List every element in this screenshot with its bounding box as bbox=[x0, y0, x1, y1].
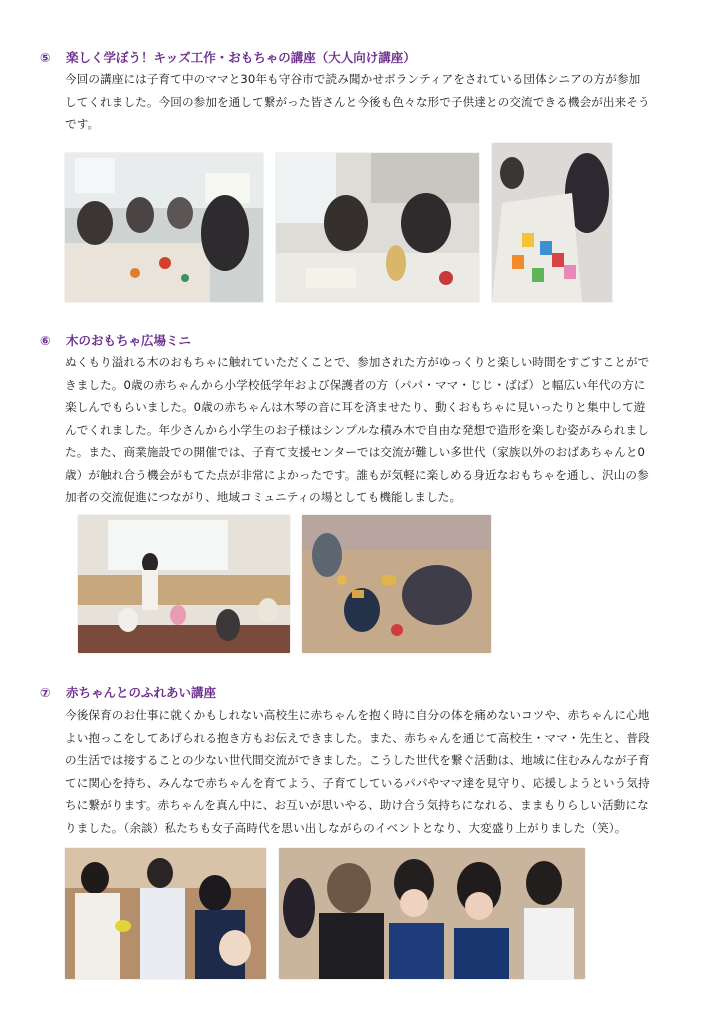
paragraph-line: んでくれました。年少さんから小学生のお子様はシンプルな積み木で自由な発想で造形を楽しむ姿がみられまし bbox=[65, 422, 649, 437]
paragraph-line: てに関心を持ち、みんなで赤ちゃんを育てよう、子育てしているパパやママ達を見守り、応援しようという気持 bbox=[65, 775, 650, 790]
toy-plaza-photo-2 bbox=[302, 515, 491, 653]
paragraph-line: ちに繋がります。赤ちゃんを真ん中に、お互いが思いやる、助け合う気持ちになれる、ままもりらしい活動にな bbox=[65, 798, 649, 812]
baby-course-photo-2 bbox=[279, 848, 585, 979]
section-7-title: 赤ちゃんとのふれあい講座 bbox=[66, 685, 217, 700]
section-6-number: ⑥ bbox=[40, 333, 51, 348]
paragraph-line: です。 bbox=[65, 117, 100, 131]
workshop-photo-3 bbox=[492, 143, 612, 302]
workshop-photo-2 bbox=[276, 153, 479, 302]
section-7-number: ⑦ bbox=[40, 685, 51, 700]
paragraph-line: の生活では接することの少ない世代間交流ができました。こうした世代を繋ぐ活動は、地域に住むみんなが子育 bbox=[65, 753, 650, 767]
section-5-number: ⑤ bbox=[40, 50, 51, 65]
paragraph-line: 楽しんでもらいました。0歳の赤ちゃんは木琴の音に耳を済ませたり、動くおもちゃに見いったりと集中して遊 bbox=[65, 400, 646, 414]
paragraph-line: りました。（余談）私たちも女子高時代を思い出しながらのイベントとなり、大変盛り上がりました（笑）。 bbox=[65, 820, 627, 835]
paragraph-line: 今回の講座には子育て中のママと30年も守谷市で読み聞かせボランティアをされている団体シニアの方が参加 bbox=[65, 72, 641, 86]
section-5-title: 楽しく学ぼう！キッズ工作・おもちゃの講座（大人向け講座） bbox=[66, 50, 416, 65]
paragraph-line: た。また、商業施設での開催では、子育て支援センターでは交流が難しい多世代（家族以外のおばあちゃんと0 bbox=[65, 445, 646, 459]
paragraph-line: 今後保育のお仕事に就くかもしれない高校生に赤ちゃんを抱く時に自分の体を痛めないコツや、赤ちゃんに心地 bbox=[65, 708, 650, 722]
section-6-body bbox=[65, 351, 701, 509]
paragraph-line: よい抱っこをしてあげられる抱き方もお伝えできました。また、赤ちゃんを通じて高校生・ママ・先生と、普段 bbox=[65, 730, 650, 745]
toy-plaza-photo-1 bbox=[78, 515, 290, 653]
section-6-title: 木のおもちゃ広場ミニ bbox=[66, 333, 192, 348]
paragraph-line: してくれました。今回の参加を通して繋がった皆さんと今後も色々な形で子供達との交流できる機会が出来そう bbox=[65, 94, 650, 109]
section-6-heading bbox=[40, 331, 191, 351]
section-5-heading bbox=[40, 48, 416, 68]
section-7-body bbox=[65, 704, 701, 839]
paragraph-line: 歳）が触れ合う機会がもてた点が非常によかったです。誰もが気軽に楽しめる身近なおもちゃを通し、沢山の参 bbox=[65, 467, 649, 482]
section-5-body bbox=[65, 68, 701, 136]
paragraph-line: 加者の交流促進につながり、地域コミュニティの場としても機能しました。 bbox=[65, 490, 462, 504]
section-7-heading bbox=[40, 683, 216, 703]
paragraph-line: ぬくもり溢れる木のおもちゃに触れていただくことで、参加された方がゆっくりと楽しい時間をすごすことがで bbox=[65, 355, 650, 369]
workshop-photo-1 bbox=[65, 153, 263, 302]
baby-course-photo-1 bbox=[65, 848, 266, 979]
paragraph-line: きました。0歳の赤ちゃんから小学校低学年および保護者の方（パパ・ママ・じじ・ばば）と幅広い年代の方に bbox=[65, 377, 646, 392]
